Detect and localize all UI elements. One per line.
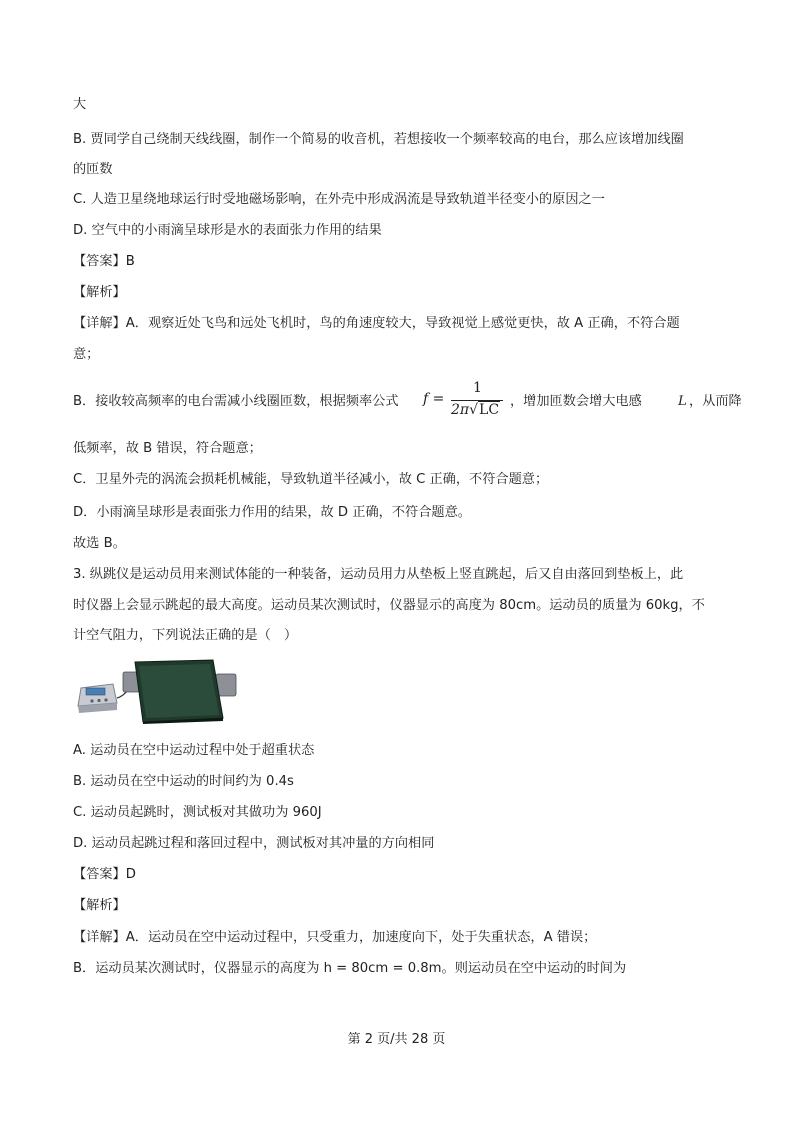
detail-b-line-part-1: B．接收较高频率的电台需减小线圈匝数，根据频率公式 bbox=[73, 394, 399, 409]
question-3-line-3: 计空气阻力，下列说法正确的是（ ） bbox=[73, 628, 298, 643]
conclusion: 故选 B。 bbox=[73, 536, 126, 551]
analysis-label: 【解析】 bbox=[73, 285, 126, 300]
answer-label: 【答案】B bbox=[73, 254, 135, 269]
detail-line-2: 意； bbox=[73, 347, 100, 362]
option-3a: A. 运动员在空中运动过程中处于超重状态 bbox=[73, 743, 315, 758]
detail-b-line-part-3: ，从而降 bbox=[689, 394, 742, 409]
frequency-formula bbox=[423, 380, 503, 422]
option-d: D. 空气中的小雨滴呈球形是水的表面张力作用的结果 bbox=[73, 223, 382, 238]
formula-denominator: 2π√LC bbox=[451, 402, 500, 418]
text-line: 大 bbox=[73, 97, 87, 112]
detail-c: C．卫星外壳的涡流会损耗机械能，导致轨道半径减小，故 C 正确，不符合题意； bbox=[73, 472, 549, 487]
question-3-line-2: 时仪器上会显示跳起的最大高度。运动员某次测试时，仪器显示的高度为 80cm。运动员的质量为 60kg，不 bbox=[73, 598, 705, 613]
formula-denominator-root: LC bbox=[479, 402, 500, 418]
formula-lhs: f = bbox=[423, 391, 445, 407]
question-3-line-1: 3. 纵跳仪是运动员用来测试体能的一种装备，运动员用力从垫板上竖直跳起，后又自由落回到垫板上，此 bbox=[73, 567, 684, 582]
formula-numerator: 1 bbox=[473, 380, 482, 396]
inductance-symbol: L bbox=[678, 394, 687, 409]
detail-b-line-2: 低频率，故 B 错误，符合题意； bbox=[73, 441, 262, 456]
option-3b: B. 运动员在空中运动的时间约为 0.4s bbox=[73, 774, 294, 789]
detail-line-1: 【详解】A．观察近处飞鸟和远处飞机时，鸟的角速度较大，导致视觉上感觉更快，故 A 正确，不符合题 bbox=[73, 316, 680, 331]
detail-3a: 【详解】A．运动员在空中运动过程中，只受重力，加速度向下，处于失重状态，A 错误； bbox=[73, 930, 597, 945]
page-footer: 第 2 页/共 28 页 bbox=[347, 1032, 446, 1047]
option-c: C. 人造卫星绕地球运行时受地磁场影响，在外壳中形成涡流是导致轨道半径变小的原因之一 bbox=[73, 192, 605, 207]
formula-denominator-prefix: 2π bbox=[451, 402, 470, 418]
option-b-line-1: B. 贾同学自己绕制天线线圈，制作一个简易的收音机，若想接收一个频率较高的电台，那么应该增加线圈 bbox=[73, 132, 684, 147]
answer-label-3: 【答案】D bbox=[73, 867, 136, 882]
option-3c: C. 运动员起跳时，测试板对其做功为 960J bbox=[73, 805, 322, 820]
option-b-line-2: 的匝数 bbox=[73, 162, 113, 177]
detail-3b: B．运动员某次测试时，仪器显示的高度为 h = 80cm = 0.8m。则运动员在空中运动的时间为 bbox=[73, 961, 627, 976]
analysis-label-3: 【解析】 bbox=[73, 898, 126, 913]
detail-b-line-part-2: ，增加匝数会增大电感 bbox=[510, 394, 642, 409]
detail-d: D．小雨滴呈球形是表面张力作用的结果，故 D 正确，不符合题意。 bbox=[73, 505, 471, 520]
option-3d: D. 运动员起跳过程和落回过程中，测试板对其冲量的方向相同 bbox=[73, 836, 435, 851]
jump-tester-illustration bbox=[73, 658, 243, 724]
